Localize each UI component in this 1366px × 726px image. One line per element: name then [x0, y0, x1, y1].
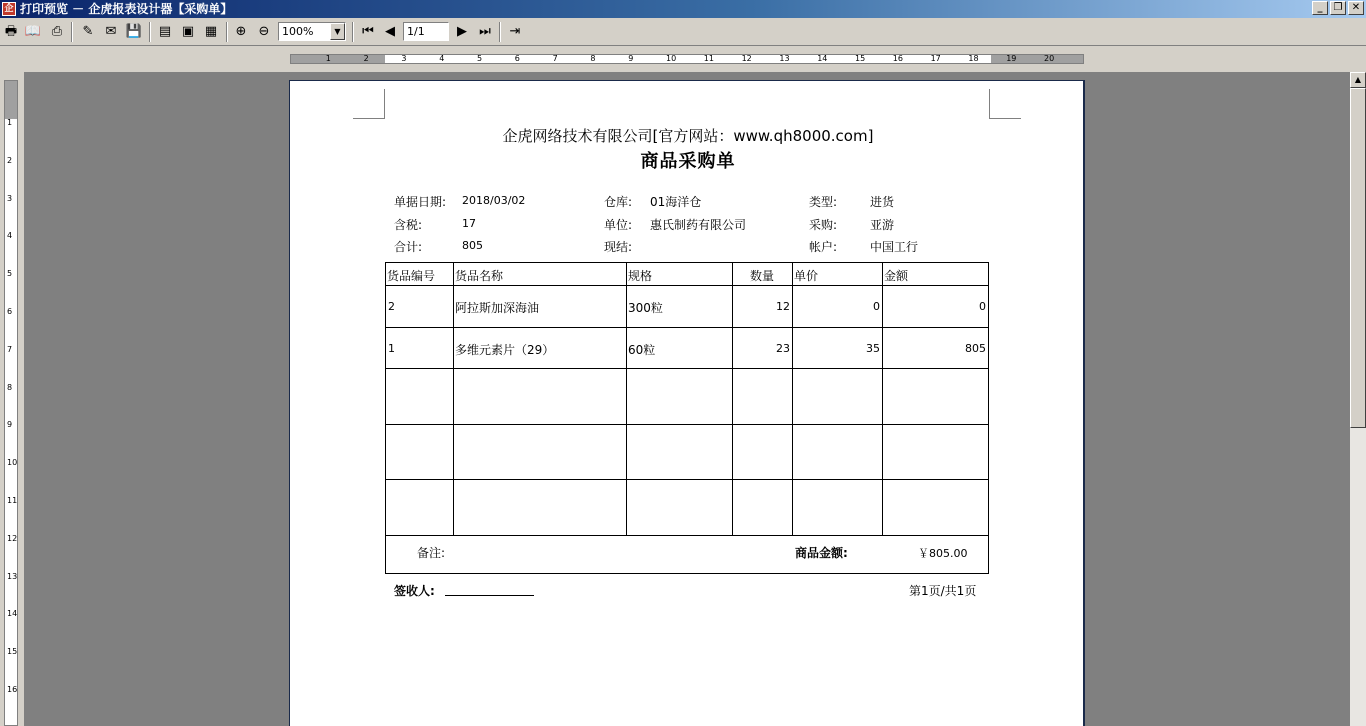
tax-label: 含税:: [394, 218, 423, 232]
ruler-tick: 2: [7, 155, 13, 165]
remark-label: 备注:: [417, 546, 446, 560]
header-spec: 规格: [628, 269, 653, 283]
ruler-margin-left: [291, 55, 385, 63]
type-label: 类型:: [809, 195, 838, 209]
ruler-margin-top: [5, 81, 17, 119]
mail-icon[interactable]: ✉: [105, 24, 117, 39]
signer-label: 签收人:: [394, 584, 435, 598]
ruler-tick: 16: [892, 54, 903, 63]
items-table: [385, 262, 989, 574]
type-value: 进货: [870, 195, 895, 209]
ruler-tick: 10: [7, 458, 18, 468]
app-icon[interactable]: 企: [2, 2, 16, 16]
ruler-tick: 7: [552, 54, 558, 63]
table-row-divider: [386, 285, 988, 286]
ruler-tick: 9: [7, 420, 13, 430]
table-cell: 1: [388, 342, 395, 355]
book-icon[interactable]: 📖: [24, 24, 42, 39]
purchaser-label: 采购:: [809, 218, 838, 232]
toolbar-separator: [71, 22, 73, 42]
save-icon[interactable]: 💾: [125, 24, 143, 39]
ruler-tick: 5: [477, 54, 483, 63]
ruler-tick: 9: [628, 54, 634, 63]
total-label: 合计:: [394, 240, 423, 254]
toolbar-separator: [352, 22, 354, 42]
window-controls: [1312, 1, 1364, 15]
table-cell: 12: [776, 300, 790, 313]
ruler-tick: 12: [741, 54, 752, 63]
zoom-select[interactable]: [278, 22, 346, 41]
first-page-icon[interactable]: ⏮: [362, 24, 374, 39]
ruler-tick: 8: [7, 382, 13, 392]
toolbar: [0, 18, 1366, 46]
exit-icon[interactable]: ⇥: [509, 24, 521, 39]
table-col-divider: [882, 263, 883, 536]
vertical-ruler: [4, 80, 18, 726]
ruler-tick: 13: [779, 54, 790, 63]
table-row-divider: [386, 535, 988, 536]
report-title: 商品采购单: [640, 151, 736, 172]
page-number-value: 1/1: [407, 25, 425, 38]
page-info: 第1页/共1页: [909, 584, 977, 598]
table-row-divider: [386, 424, 988, 425]
ruler-tick: 6: [514, 54, 520, 63]
horizontal-ruler: [290, 54, 1084, 64]
ruler-tick: 13: [7, 571, 18, 581]
scroll-up-button[interactable]: ▲: [1350, 72, 1366, 88]
multi-page-icon[interactable]: ▦: [204, 24, 218, 39]
ruler-tick: 7: [7, 344, 13, 354]
table-cell: 23: [776, 342, 790, 355]
company-name: 企虎网络技术有限公司[官方网站：www.qh8000.com]: [502, 127, 874, 145]
title-bar: [0, 0, 1366, 18]
table-cell: 60粒: [628, 343, 656, 357]
header-item-name: 货品名称: [455, 269, 504, 283]
toolbar-separator: [499, 22, 501, 42]
table-row-divider: [386, 327, 988, 328]
page-number-input[interactable]: [403, 22, 449, 41]
ruler-tick: 19: [1006, 54, 1017, 63]
date-value: 2018/03/02: [462, 194, 526, 207]
header-item-code: 货品编号: [387, 269, 436, 283]
table-col-divider: [732, 263, 733, 536]
ruler-tick: 15: [7, 647, 18, 657]
unit-label: 单位:: [604, 218, 633, 232]
ruler-tick: 18: [968, 54, 979, 63]
cash-label: 现结:: [604, 240, 633, 254]
window-title: 打印预览 － 企虎报表设计器【采购单】: [20, 2, 233, 16]
chevron-down-icon[interactable]: ▼: [330, 23, 345, 40]
header-amount: 金额: [884, 269, 909, 283]
toolbar-separator: [149, 22, 151, 42]
print-icon[interactable]: 🖶: [4, 24, 18, 39]
ruler-tick: 2: [363, 54, 369, 63]
table-cell: 0: [979, 300, 986, 313]
ruler-tick: 8: [590, 54, 596, 63]
zoom-in-icon[interactable]: ⊕: [235, 24, 247, 39]
table-cell: 阿拉斯加深海油: [455, 301, 540, 315]
prev-page-icon[interactable]: ◀: [385, 24, 395, 39]
ruler-tick: 20: [1044, 54, 1055, 63]
ruler-tick: 5: [7, 269, 13, 279]
ruler-tick: 3: [7, 193, 13, 203]
tax-value: 17: [462, 217, 476, 230]
zoom-out-icon[interactable]: ⊖: [258, 24, 270, 39]
ruler-tick: 11: [703, 54, 714, 63]
single-page-icon[interactable]: ▣: [181, 24, 195, 39]
restore-button[interactable]: ❐: [1330, 1, 1346, 15]
warehouse-value: 01海洋仓: [650, 195, 702, 209]
scroll-thumb[interactable]: [1350, 88, 1366, 428]
printer-settings-icon[interactable]: ⎙: [51, 24, 63, 39]
ruler-tick: 4: [7, 231, 13, 241]
preview-area[interactable]: [24, 72, 1350, 726]
date-label: 单据日期:: [394, 195, 447, 209]
ruler-tick: 11: [7, 496, 18, 505]
unit-value: 惠氏制药有限公司: [650, 218, 747, 232]
total-value: 805: [462, 239, 483, 252]
edit-icon[interactable]: ✎: [82, 24, 94, 39]
purchaser-value: 亚游: [870, 218, 895, 232]
last-page-icon[interactable]: ⏭: [479, 24, 491, 39]
ruler-tick: 14: [7, 609, 18, 619]
crop-mark-top-right: [989, 89, 1021, 119]
ruler-tick: 12: [7, 533, 18, 543]
table-cell: 35: [866, 342, 880, 355]
ruler-tick: 10: [666, 54, 677, 63]
header-unit-price: 单价: [794, 269, 819, 283]
ruler-tick: 17: [930, 54, 941, 63]
close-button[interactable]: ✕: [1348, 1, 1364, 15]
ruler-tick: 14: [817, 54, 828, 63]
next-page-icon[interactable]: ▶: [457, 24, 467, 39]
table-col-divider: [792, 263, 793, 536]
ruler-margin-right: [991, 55, 1083, 63]
horizontal-ruler-area: [0, 47, 1366, 71]
account-label: 帐户:: [809, 240, 838, 254]
table-cell: 多维元素片（29）: [455, 343, 555, 357]
account-value: 中国工行: [870, 240, 919, 254]
ruler-tick: 1: [7, 118, 13, 127]
table-cell: 2: [388, 300, 395, 313]
table-col-divider: [626, 263, 627, 536]
header-quantity: 数量: [750, 269, 775, 283]
amount-value: ￥805.00: [918, 547, 968, 560]
minimize-button[interactable]: _: [1312, 1, 1328, 15]
amount-label: 商品金额:: [795, 546, 848, 560]
crop-mark-top-left: [353, 89, 385, 119]
vertical-scrollbar[interactable]: [1350, 72, 1366, 726]
report-page: [289, 80, 1085, 726]
table-cell: 0: [873, 300, 880, 313]
table-col-divider: [453, 263, 454, 536]
warehouse-label: 仓库:: [604, 195, 633, 209]
ruler-tick: 16: [7, 685, 18, 694]
table-row-divider: [386, 368, 988, 369]
signature-line: [445, 595, 534, 596]
save-as-icon[interactable]: ▤: [158, 24, 172, 39]
table-cell: 300粒: [628, 301, 663, 315]
ruler-tick: 15: [855, 54, 866, 63]
zoom-value: 100%: [282, 25, 314, 38]
toolbar-separator: [226, 22, 228, 42]
ruler-tick: 3: [401, 54, 407, 63]
table-row-divider: [386, 479, 988, 480]
ruler-tick: 4: [439, 54, 445, 63]
ruler-tick: 1: [325, 54, 331, 63]
table-cell: 805: [965, 342, 986, 355]
ruler-tick: 6: [7, 307, 13, 316]
